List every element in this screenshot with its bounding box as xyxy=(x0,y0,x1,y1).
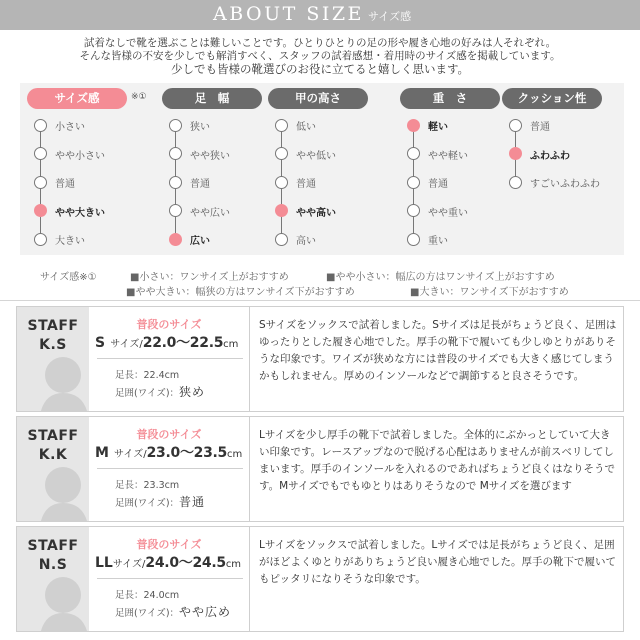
staff-photo xyxy=(17,417,89,521)
intro-line-1: 試着なしで靴を選ぶことは難しいことです。ひとりひとりの足の形や履き心地の好みは人それぞれ。 xyxy=(83,37,557,49)
size-letter: M xyxy=(95,445,109,461)
legend-key: サイズ感※① xyxy=(40,272,97,283)
foot-width: 足囲(ワイズ)：狭め xyxy=(115,385,206,399)
usual-size-label: 普段のサイズ xyxy=(136,318,202,331)
staff-initials: K.S xyxy=(39,337,67,353)
size-unit: cm xyxy=(223,339,239,350)
scale-option-label: 狭い xyxy=(190,122,210,133)
foot-length: 足長：22.4cm xyxy=(115,370,180,381)
section-divider xyxy=(0,300,640,301)
foot-length: 足長：23.3cm xyxy=(115,480,180,491)
scale-option-label: 普通 xyxy=(55,179,75,190)
legend-small: ■小さい：ワンサイズ上がおすすめ xyxy=(130,272,289,283)
scale-dot-selected xyxy=(34,204,47,217)
foot-width-value: 狭め xyxy=(179,385,206,399)
size-range: 22.0〜22.5 xyxy=(142,335,224,351)
usual-size-label: 普段のサイズ xyxy=(136,428,202,441)
card-separator xyxy=(249,307,250,411)
scale-dot-selected xyxy=(407,119,420,132)
scale-option-label: 普通 xyxy=(296,179,316,190)
scale-dot xyxy=(509,176,522,189)
staff-comment: Lサイズをソックスで試着しました。Lサイズでは足長がちょうど良く、足囲がほどよくゆとりがありちょうど良い履き心地でした。厚手の靴下で履いてもピッタリになりそうな印象です。 xyxy=(259,539,616,585)
staff-initials: N.S xyxy=(38,557,68,573)
staff-comment: Lサイズを少し厚手の靴下で試着しました。全体的にぶかっとしていて大きい印象です。レースアップなので脱げる心配はありませんが前スベリしてしまいます。厚手のインソールを入れるのであればちょうど良くはなりそうです。Mサイズでもでもゆとりはありそうなので Mサイズを選びます xyxy=(259,429,615,492)
foot-length: 足長：24.0cm xyxy=(115,590,180,601)
scale-option-label: 小さい xyxy=(55,122,85,133)
legend-slightly-large: ■やや大きい：幅狭の方はワンサイズ下がおすすめ xyxy=(126,287,355,298)
staff-comment: Sサイズをソックスで試着しました。Sサイズは足長がちょうど良く、足囲はゆったりとした履き心地でした。厚手の靴下で履いても少しゆとりがありそうな印象です。ワイズが狭めな方には普段のサイズでも大きく感じてしまうかもしれません。厚めのインソールなどで調節すると良さそうです。 xyxy=(259,319,617,382)
scale-dot xyxy=(275,147,288,160)
legend-large: ■大きい：ワンサイズ下がおすすめ xyxy=(410,287,569,298)
size-range: 24.0〜24.5 xyxy=(145,555,226,571)
banner-subtitle: サイズ感 xyxy=(368,10,412,23)
foot-length-value: 23.3cm xyxy=(143,480,180,491)
size-letter: S xyxy=(95,335,106,351)
size-unit: cm xyxy=(227,449,243,460)
scale-dot xyxy=(407,176,420,189)
scale-dot xyxy=(275,233,288,246)
scale-option-label: 普通 xyxy=(428,179,448,190)
foot-length-value: 22.4cm xyxy=(143,370,180,381)
scale-option-label: 高い xyxy=(296,236,316,247)
scale-note: ※① xyxy=(131,92,147,102)
scale-option-label: やや小さい xyxy=(55,150,105,162)
scale-dot xyxy=(34,233,47,246)
scale-option-label: すごいふわふわ xyxy=(530,179,600,190)
scale-option-label: やや狭い xyxy=(190,150,230,162)
staff-silhouette-icon xyxy=(31,463,89,521)
scale-option-label: 重い xyxy=(428,236,448,247)
scale-dot xyxy=(407,204,420,217)
size-separator xyxy=(97,578,243,579)
usual-size xyxy=(95,552,241,572)
size-word: サイズ/ xyxy=(114,449,147,460)
usual-size xyxy=(95,442,242,462)
scale-dot xyxy=(169,147,182,160)
scale-dot-selected xyxy=(275,204,288,217)
scale-option-label: 大きい xyxy=(55,236,85,247)
scale-option-label: 低い xyxy=(296,122,316,133)
scale-dot-selected xyxy=(169,233,182,246)
scale-title: 甲の高さ xyxy=(268,88,368,109)
staff-silhouette-icon xyxy=(31,353,89,411)
size-range: 23.0〜23.5 xyxy=(146,445,227,461)
scale-title: 重 さ xyxy=(400,88,500,109)
scale-title: クッション性 xyxy=(502,88,602,109)
scale-option-label: 普通 xyxy=(530,122,550,133)
scale-option-label: ふわふわ xyxy=(530,150,570,162)
staff-photo xyxy=(17,307,89,411)
scale-option-label: やや大きい xyxy=(55,207,105,219)
foot-width: 足囲(ワイズ)：普通 xyxy=(115,495,206,509)
size-word: サイズ/ xyxy=(112,559,146,570)
intro-line-2: そんな皆様の不安を少しでも解消すべく、スタッフの試着感想・着用時のサイズ感を掲載しています。 xyxy=(79,50,561,62)
scale-dot xyxy=(275,176,288,189)
scale-option-label: やや広い xyxy=(190,207,230,219)
scale-option-label: やや高い xyxy=(296,207,336,219)
size-unit: cm xyxy=(225,559,242,570)
about-size-banner xyxy=(0,0,640,30)
scale-dot xyxy=(509,119,522,132)
scale-dot xyxy=(275,119,288,132)
scale-dot-selected xyxy=(509,147,522,160)
scale-option-label: やや低い xyxy=(296,150,336,162)
usual-size xyxy=(95,332,238,352)
scale-dot xyxy=(169,176,182,189)
foot-width: 足囲(ワイズ)：やや広め xyxy=(115,605,232,619)
scale-dot xyxy=(34,147,47,160)
legend-slightly-small: ■やや小さい：幅広の方はワンサイズ上がおすすめ xyxy=(326,272,555,283)
size-scale-panel xyxy=(20,83,624,255)
scale-dot xyxy=(34,176,47,189)
scale-option-label: 普通 xyxy=(190,179,210,190)
size-separator xyxy=(97,468,243,469)
staff-initials: K.K xyxy=(38,447,68,463)
scale-option-label: 広い xyxy=(190,236,210,247)
staff-photo xyxy=(17,527,89,631)
scale-dot xyxy=(407,147,420,160)
staff-label: STAFF xyxy=(27,318,79,334)
staff-card xyxy=(16,526,624,632)
foot-width-value: やや広め xyxy=(179,605,232,619)
foot-length-value: 24.0cm xyxy=(143,590,180,601)
scale-option-label: やや重い xyxy=(428,207,468,219)
card-separator xyxy=(249,417,250,521)
banner-title: ABOUT SIZE xyxy=(213,3,364,25)
intro-line-3: 少しでも皆様の靴選びのお役に立てると嬉しく思います。 xyxy=(170,62,470,76)
staff-card xyxy=(16,416,624,522)
usual-size-label: 普段のサイズ xyxy=(136,538,202,551)
scale-title: サイズ感 xyxy=(27,88,127,109)
staff-silhouette-icon xyxy=(31,573,89,631)
size-word: サイズ/ xyxy=(110,339,143,350)
scale-option-label: やや軽い xyxy=(428,150,468,162)
card-separator xyxy=(249,527,250,631)
foot-width-value: 普通 xyxy=(179,495,206,509)
scale-dot xyxy=(169,204,182,217)
staff-label: STAFF xyxy=(27,428,79,444)
staff-label: STAFF xyxy=(27,538,79,554)
scale-dot xyxy=(407,233,420,246)
size-letter: LL xyxy=(95,555,113,571)
staff-card xyxy=(16,306,624,412)
scale-title: 足 幅 xyxy=(162,88,262,109)
scale-dot xyxy=(169,119,182,132)
size-separator xyxy=(97,358,243,359)
scale-option-label: 軽い xyxy=(428,122,448,133)
scale-dot xyxy=(34,119,47,132)
